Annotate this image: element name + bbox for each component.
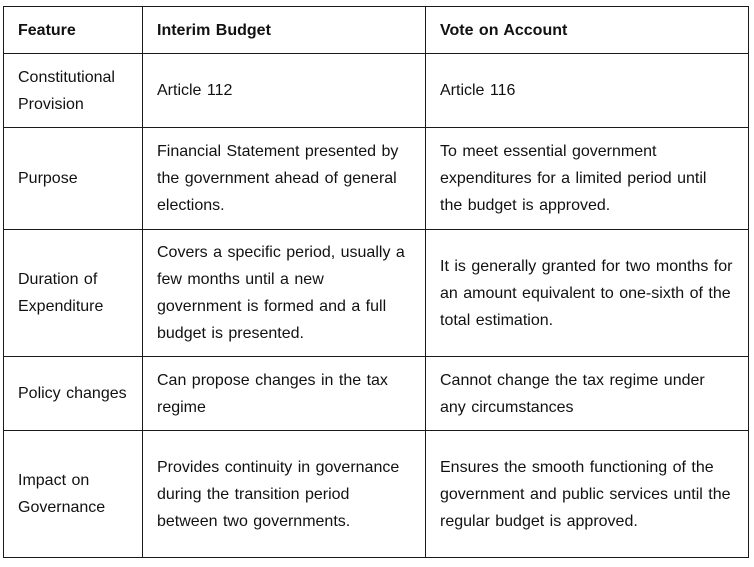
header-vote-on-account: Vote on Account bbox=[426, 7, 749, 54]
feature-cell: Impact on Governance bbox=[4, 431, 143, 558]
vote-on-account-cell: Article 116 bbox=[426, 54, 749, 128]
header-interim-budget: Interim Budget bbox=[143, 7, 426, 54]
vote-on-account-cell: Ensures the smooth functioning of the government and public services until the regular budget is approved. bbox=[426, 431, 749, 558]
vote-on-account-cell: To meet essential government expenditures for a limited period until the budget is approved. bbox=[426, 128, 749, 230]
table-row bbox=[4, 357, 749, 431]
table-row bbox=[4, 431, 749, 558]
vote-on-account-cell: It is generally granted for two months for an amount equivalent to one-sixth of the total estimation. bbox=[426, 230, 749, 357]
table-header-row bbox=[4, 7, 749, 54]
interim-budget-cell: Can propose changes in the tax regime bbox=[143, 357, 426, 431]
feature-cell: Policy changes bbox=[4, 357, 143, 431]
table-row bbox=[4, 128, 749, 230]
comparison-table bbox=[3, 6, 749, 558]
feature-cell: Constitutional Provision bbox=[4, 54, 143, 128]
interim-budget-cell: Financial Statement presented by the government ahead of general elections. bbox=[143, 128, 426, 230]
interim-budget-cell: Article 112 bbox=[143, 54, 426, 128]
feature-cell: Duration of Expenditure bbox=[4, 230, 143, 357]
feature-cell: Purpose bbox=[4, 128, 143, 230]
header-feature: Feature bbox=[4, 7, 143, 54]
interim-budget-cell: Provides continuity in governance during the transition period between two governments. bbox=[143, 431, 426, 558]
interim-budget-cell: Covers a specific period, usually a few months until a new government is formed and a full budget is presented. bbox=[143, 230, 426, 357]
table-row bbox=[4, 230, 749, 357]
vote-on-account-cell: Cannot change the tax regime under any circumstances bbox=[426, 357, 749, 431]
table-row bbox=[4, 54, 749, 128]
